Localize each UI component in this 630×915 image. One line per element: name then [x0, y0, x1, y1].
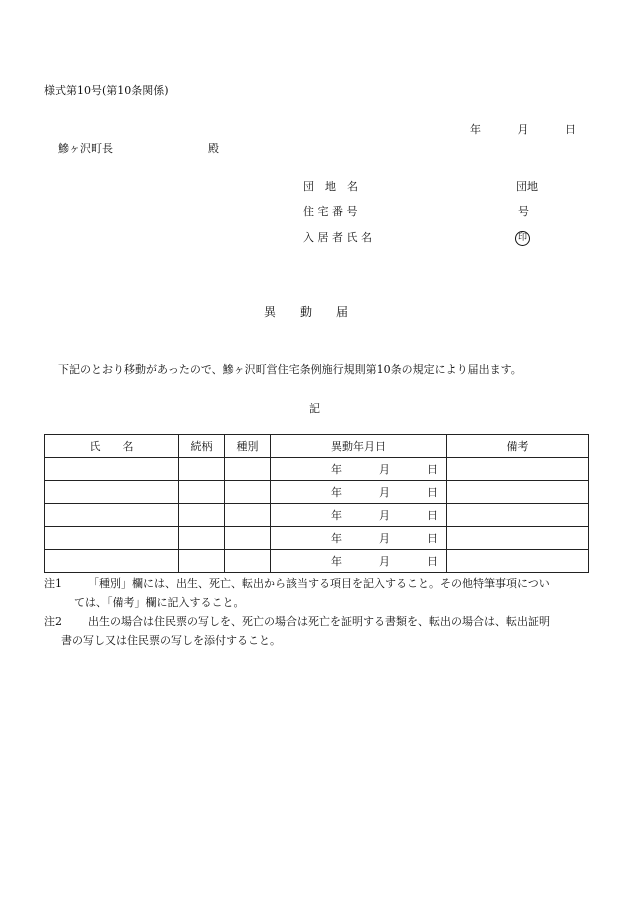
row-date-month: 月 [379, 486, 390, 499]
cell-name[interactable] [45, 527, 179, 550]
table-row [45, 550, 589, 573]
cell-name[interactable] [45, 458, 179, 481]
row-date-day: 日 [427, 463, 438, 476]
resident-name-label: 入 居 者 氏 名 [303, 231, 372, 244]
danchi-label: 団 地 名 [303, 180, 358, 193]
cell-name[interactable] [45, 550, 179, 573]
row-date-month: 月 [379, 532, 390, 545]
row-date-year: 年 [331, 486, 342, 499]
note-2 [44, 612, 588, 652]
form-id: 様式第10号(第10条関係) [44, 84, 169, 97]
row-date-year: 年 [331, 532, 342, 545]
row-date [271, 461, 446, 477]
seal-icon [515, 230, 530, 246]
note-1-label: 注1 [44, 577, 62, 590]
date-month: 月 [517, 123, 529, 136]
cell-relation[interactable] [179, 481, 225, 504]
seal-mark: 印 [515, 231, 530, 246]
header-type: 種別 [225, 435, 271, 458]
row-date-day: 日 [427, 532, 438, 545]
row-date-month: 月 [379, 555, 390, 568]
row-date-day: 日 [427, 555, 438, 568]
note-2-line-2: 書の写し又は住民票の写しを添付すること。 [61, 634, 281, 647]
table-row [45, 527, 589, 550]
cell-type[interactable] [225, 550, 271, 573]
note-1 [44, 574, 588, 614]
row-date-day: 日 [427, 486, 438, 499]
cell-relation[interactable] [179, 504, 225, 527]
row-date-year: 年 [331, 463, 342, 476]
cell-remarks[interactable] [447, 527, 589, 550]
header-relation: 続柄 [179, 435, 225, 458]
row-date-day: 日 [427, 509, 438, 522]
table-row [45, 504, 589, 527]
cell-remarks[interactable] [447, 458, 589, 481]
date-line [470, 123, 576, 137]
intro-text: 下記のとおり移動があったので、鰺ヶ沢町営住宅条例施行規則第10条の規定により届出ます。 [58, 363, 522, 376]
row-date-month: 月 [379, 509, 390, 522]
cell-remarks[interactable] [447, 504, 589, 527]
cell-name[interactable] [45, 481, 179, 504]
table-body [45, 458, 589, 573]
table-row [45, 458, 589, 481]
date-day: 日 [565, 123, 576, 136]
change-table [44, 434, 589, 573]
row-date-month: 月 [379, 463, 390, 476]
cell-change-date [271, 550, 447, 573]
ki-label: 記 [309, 402, 320, 415]
header-remarks: 備考 [447, 435, 589, 458]
table-header-row [45, 435, 589, 458]
note-1-line-1: 「種別」欄には、出生、死亡、転出から該当する項目を記入すること。その他特筆事項につい [88, 577, 550, 590]
cell-remarks[interactable] [447, 481, 589, 504]
row-date [271, 530, 446, 546]
cell-remarks[interactable] [447, 550, 589, 573]
row-date [271, 507, 446, 523]
table-row [45, 481, 589, 504]
cell-type[interactable] [225, 458, 271, 481]
cell-type[interactable] [225, 481, 271, 504]
note-1-line-2: ては、「備考」欄に記入すること。 [74, 596, 245, 609]
danchi-suffix: 団地 [516, 180, 538, 193]
cell-type[interactable] [225, 504, 271, 527]
document-title: 異 動 届 [264, 305, 349, 319]
cell-change-date [271, 527, 447, 550]
cell-change-date [271, 458, 447, 481]
addressee-honorific: 殿 [208, 142, 219, 155]
house-number-suffix: 号 [518, 205, 529, 218]
cell-relation[interactable] [179, 550, 225, 573]
row-date [271, 484, 446, 500]
header-change-date: 異動年月日 [271, 435, 447, 458]
cell-relation[interactable] [179, 527, 225, 550]
note-2-label: 注2 [44, 615, 62, 628]
cell-relation[interactable] [179, 458, 225, 481]
cell-type[interactable] [225, 527, 271, 550]
date-year: 年 [470, 123, 481, 136]
cell-name[interactable] [45, 504, 179, 527]
row-date-year: 年 [331, 555, 342, 568]
cell-change-date [271, 504, 447, 527]
addressee-name: 鰺ヶ沢町長 [58, 142, 113, 155]
cell-change-date [271, 481, 447, 504]
header-name: 氏 名 [45, 435, 179, 458]
row-date [271, 553, 446, 569]
note-2-line-1: 出生の場合は住民票の写しを、死亡の場合は死亡を証明する書類を、転出の場合は、転出証明 [88, 615, 550, 628]
house-number-label: 住 宅 番 号 [303, 205, 358, 218]
row-date-year: 年 [331, 509, 342, 522]
